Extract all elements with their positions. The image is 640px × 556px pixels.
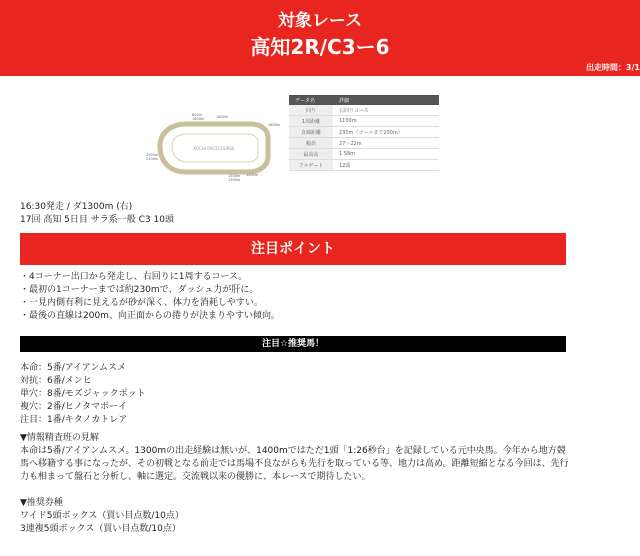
recommend-title: 注目☆推奨馬！ bbox=[261, 339, 325, 349]
list-item: ・最初の1コーナーまでは約230mで、ダッシュ力が肝に。 bbox=[20, 285, 259, 295]
table-cell: 27～22m bbox=[333, 138, 439, 149]
points-title: 注目ポイント bbox=[251, 241, 335, 257]
list-item: ・最後の直線は200m、向正面からの捲りが決まりやすい傾向。 bbox=[20, 311, 280, 321]
marker-1800-top: 1800m bbox=[216, 115, 229, 119]
marker-1300-bottom: 1300m bbox=[228, 174, 241, 178]
table-cell: 回り bbox=[289, 105, 333, 116]
marker-1300-bottom2: 1300m bbox=[228, 178, 241, 182]
table-cell: 1100m bbox=[333, 116, 439, 127]
race-header bbox=[0, 0, 640, 76]
list-item: 単穴：8番/モズジャックポット bbox=[20, 389, 146, 399]
table-cell: フルゲート bbox=[289, 160, 333, 171]
table-row bbox=[289, 127, 439, 138]
table-cell: 1.58m bbox=[333, 149, 439, 160]
recommend-banner bbox=[20, 336, 566, 352]
table-header-row bbox=[289, 95, 439, 105]
analysis-body: 本命は5番/アイアンムスメ。1300mの出走経験は無いが、1400mではただ1頭「1:26秒台」を記録している元中央馬。今年から地方競馬へ移籍する事になったが、その初戦となる前走では馬場不良ながらも先行を取っている等、地力は高め。距離短縮となる今回は、先行力も相まって盤石と分析し、軸に選定。交流戦以来の優勝に、本レースで期待したい。 bbox=[20, 446, 569, 482]
table-header-cell: データ名 bbox=[289, 95, 333, 105]
list-item: 複穴：2番/ヒノタマボーイ bbox=[20, 402, 128, 412]
table-row bbox=[289, 160, 439, 171]
table-cell: 1周距離 bbox=[289, 116, 333, 127]
marker-1900: 1900m bbox=[146, 153, 159, 157]
list-item: ・4コーナー出口から発走し、右回りに1周するコース。 bbox=[20, 272, 248, 282]
points-banner bbox=[20, 233, 566, 265]
table-cell: 幅員 bbox=[289, 138, 333, 149]
course-data-table bbox=[289, 95, 439, 171]
table-row bbox=[289, 149, 439, 160]
table-row bbox=[289, 116, 439, 127]
picks-list bbox=[20, 362, 146, 427]
course-map bbox=[140, 104, 280, 184]
tickets-heading: ▼推奨券種 bbox=[20, 498, 63, 508]
table-header-cell: 詳細 bbox=[333, 95, 439, 105]
table-cell: 12頭 bbox=[333, 160, 439, 171]
list-item: 注目：1番/キタノカトレア bbox=[20, 415, 128, 425]
list-item: ワイド5頭ボックス（買い目点数/10点） bbox=[20, 511, 184, 521]
race-class-line: 17回 高知 5日目 サラ系一般 C3 10頭 bbox=[20, 215, 174, 225]
list-item: ・一見内側有利に見えるが砂が深く、体力を消耗しやすい。 bbox=[20, 298, 263, 308]
marker-2100: 2100m bbox=[146, 157, 159, 161]
list-item: 対抗：6番/メンヒ bbox=[20, 376, 92, 386]
list-item: 3連複5頭ボックス（買い目点数/10点） bbox=[20, 524, 181, 534]
table-cell: 直線距離 bbox=[289, 127, 333, 138]
race-name: 高知2R/C3ー6 bbox=[250, 35, 390, 59]
table-row bbox=[289, 105, 439, 116]
course-name: KOCHI RACECOURSE bbox=[193, 146, 235, 151]
marker-800: 800m bbox=[192, 113, 203, 117]
marker-1400: 1400m bbox=[246, 173, 259, 177]
table-row bbox=[289, 138, 439, 149]
marker-1800-right: 1800m bbox=[268, 123, 280, 127]
table-cell: 230m（ゴールまで200m） bbox=[333, 127, 439, 138]
marker-1600: 1600m bbox=[192, 117, 205, 121]
analysis-heading: ▼情報精査班の見解 bbox=[20, 433, 99, 443]
start-time-label: 出走時間：3/1 bbox=[585, 63, 640, 72]
points-list bbox=[20, 271, 280, 323]
table-cell: 最高高 bbox=[289, 149, 333, 160]
list-item: 本命：5番/アイアンムスメ bbox=[20, 363, 126, 373]
table-cell: 右回りコース bbox=[333, 105, 439, 116]
tickets-list bbox=[20, 510, 184, 536]
race-distance-line: 16:30発走 / ダ1300m (右) bbox=[20, 202, 133, 212]
target-race-label: 対象レース bbox=[277, 11, 363, 31]
